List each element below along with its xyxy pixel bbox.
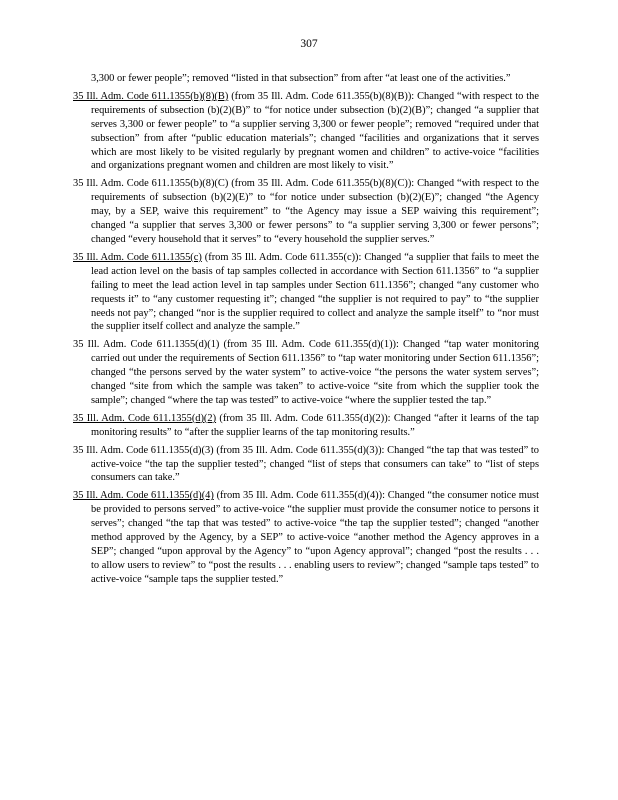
entry-text: (from 35 Ill. Adm. Code 611.355(d)(4)): Changed “the consumer notice must be provided to persons served” to active-voice “the supplier must provide the consumer notice to persons it serves”; changed “the tap that was tested” to active-voice “the tap the supplier tested”; changed “another method approved by the Agency, by a SEP” to active-voice “another method the Agency approves in a SEP”; changed “upon approval by the Agency” to “upon Agency approval”; changed “post the results . . . to allow users to review” to “post the results . . . enabling users to review”; changed “sample taps tested” to active-voice “sample taps the supplier tested.”: [91, 490, 539, 585]
entry-citation: 35 Ill. Adm. Code 611.1355(d)(1): [73, 339, 220, 351]
amendment-entry: [73, 489, 539, 586]
amendment-entry: [73, 177, 539, 247]
entry-text: (from 35 Ill. Adm. Code 611.355(b)(8)(B)): Changed “with respect to the requirements of subsection (b)(2)(B)” to “for notice under subsection (b)(2)(B)”; changed “a supplier that serves 3,300 or fewer people” to “a supplier serving 3,300 or fewer people”; removed “required under that subsection” from after “public education materials”; changed “facilities and organizations that it serves which are most likely to be visited regularly by pregnant women and children” to active-voice “facilities and organizations pregnant women and children are most likely to visit.”: [91, 90, 539, 172]
entry-citation: 35 Ill. Adm. Code 611.1355(c): [73, 251, 202, 263]
amendment-entry: [73, 90, 539, 173]
entry-text: (from 35 Ill. Adm. Code 611.355(b)(8)(C)): Changed “with respect to the requirements of subsection (b)(2)(E)” to “for notice under subsection (b)(2)(E)”; changed “the Agency may, by a SEP, waive this requirement” to “the Agency may issue a SEP waiving this requirement”; changed “a supplier that serves 3,300 or fewer persons” to “a supplier serving 3,300 or fewer persons”; changed “every household that it serves” to “every household the supplier serves.”: [91, 178, 539, 245]
amendment-entry: [73, 251, 539, 334]
page-number: 307: [300, 38, 318, 50]
amendment-entry: [73, 444, 539, 486]
page-content: [73, 72, 539, 591]
continuation-paragraph: 3,300 or fewer people”; removed “listed in that subsection” from after “at least one of the activities.”: [91, 73, 511, 84]
entry-text: (from 35 Ill. Adm. Code 611.355(c)): Changed “a supplier that fails to meet the lead action level on the basis of tap samples collected in accordance with Section 611.1356” to “a supplier failing to meet the lead action level in tap samples under Section 611.1356”; changed “any customer who requests it” to “any customer requesting it”; changed “the supplier is not required to pay” to “the supplier needs not pay”; changed “nor is the supplier required to collect and analyze the sample itself” to “nor must the supplier itself collect and analyze the sample.”: [91, 251, 539, 333]
entry-text: (from 35 Ill. Adm. Code 611.355(d)(2)): Changed “after it learns of the tap monitoring results” to “after the supplier learns of the tap monitoring results.”: [91, 412, 539, 438]
entry-citation: 35 Ill. Adm. Code 611.1355(d)(4): [73, 490, 214, 502]
entry-citation: 35 Ill. Adm. Code 611.1355(b)(8)(B): [73, 90, 229, 102]
entry-citation: 35 Ill. Adm. Code 611.1355(b)(8)(C): [73, 178, 229, 190]
amendment-entry: [73, 412, 539, 440]
entry-text: (from 35 Ill. Adm. Code 611.355(d)(3)): Changed “the tap that was tested” to active-voice “the tap the supplier tested”; changed “list of steps that consumers can take” to “list of steps consumers can take.”: [91, 444, 539, 484]
entry-text: (from 35 Ill. Adm. Code 611.355(d)(1)): Changed “tap water monitoring carried out under the requirements of Section 611.1356” to “tap water monitoring under Section 611.1356”; changed “the persons served by the water system” to active-voice “the persons the water system serves”; changed “site from which the sample was taken” to active-voice “site from which the supplier took the sample”; changed “where the tap was tested” to active-voice “where the supplier tested the tap.”: [91, 339, 539, 406]
entry-citation: 35 Ill. Adm. Code 611.1355(d)(2): [73, 412, 217, 424]
entry-citation: 35 Ill. Adm. Code 611.1355(d)(3): [73, 444, 214, 456]
amendment-entry: [73, 338, 539, 408]
